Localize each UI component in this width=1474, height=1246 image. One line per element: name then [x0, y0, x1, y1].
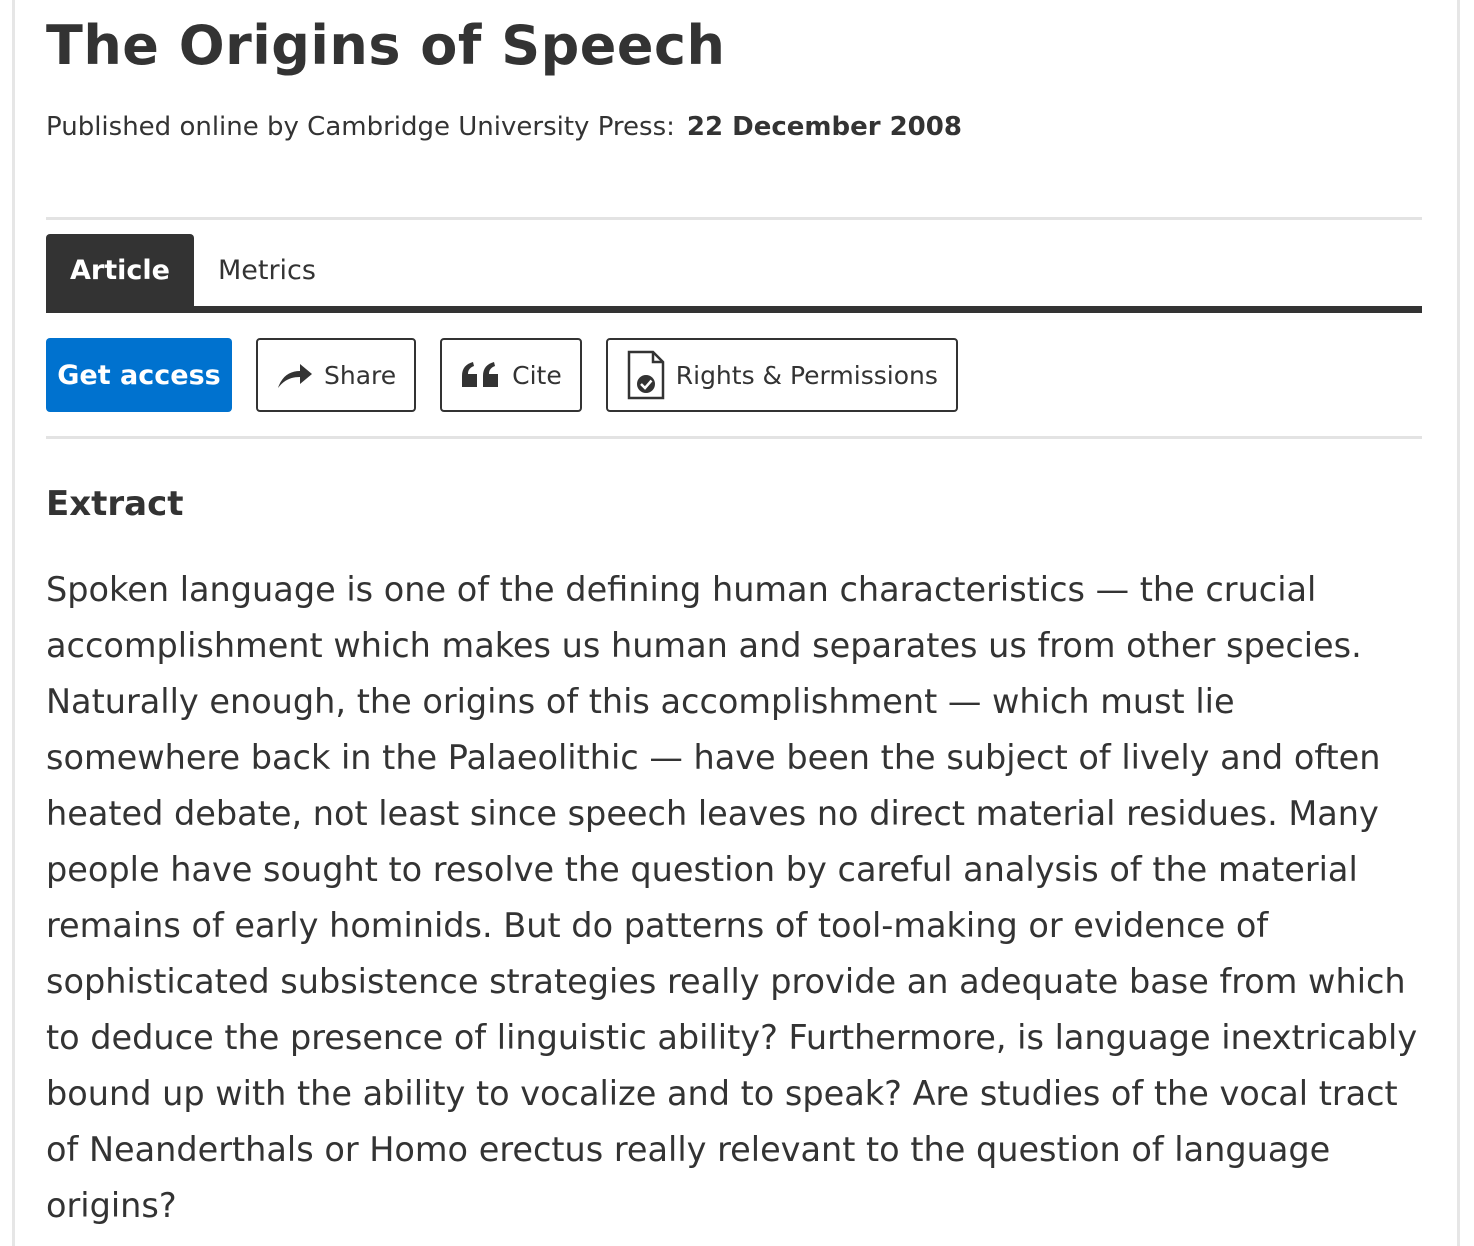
get-access-button[interactable]: Get access	[46, 338, 232, 412]
quote-icon	[460, 361, 502, 389]
tab-bar	[46, 234, 340, 306]
share-label: Share	[324, 360, 397, 390]
page-title: The Origins of Speech	[46, 14, 726, 77]
rights-permissions-button[interactable]	[606, 338, 958, 412]
divider	[46, 217, 1422, 220]
publication-info	[46, 112, 962, 142]
divider	[46, 436, 1422, 439]
extract-text: Spoken language is one of the defining human characteristics — the crucial accomplishment which makes us human and separates us from other species. Naturally enough, the origins of this accomplishment — which must lie somewhere back in the Palaeolithic — have been the subject of lively and often heated debate, not least since speech leaves no direct material residues. Many people have sought to resolve the question by careful analysis of the material remains of early hominids. But do patterns of tool-making or evidence of sophisticated subsistence strategies really provide an adequate base from which to deduce the presence of linguistic ability? Furthermore, is language inextricably bound up with the ability to vocalize and to speak? Are studies of the vocal tract of Neanderthals or Homo erectus really relevant to the question of language origins?	[46, 570, 1418, 1225]
tab-underline	[46, 306, 1422, 313]
action-bar	[46, 338, 958, 412]
share-arrow-icon	[276, 360, 314, 390]
document-check-icon	[626, 350, 666, 400]
tab-article[interactable]: Article	[46, 234, 194, 306]
share-button[interactable]	[256, 338, 416, 412]
cite-button[interactable]	[440, 338, 582, 412]
cite-label: Cite	[512, 360, 562, 390]
tab-metrics[interactable]: Metrics	[217, 254, 316, 286]
published-label: Published online by Cambridge University Press:	[46, 112, 675, 142]
extract-heading: Extract	[46, 484, 184, 524]
published-date: 22 December 2008	[686, 112, 962, 142]
rights-label: Rights & Permissions	[675, 360, 938, 390]
